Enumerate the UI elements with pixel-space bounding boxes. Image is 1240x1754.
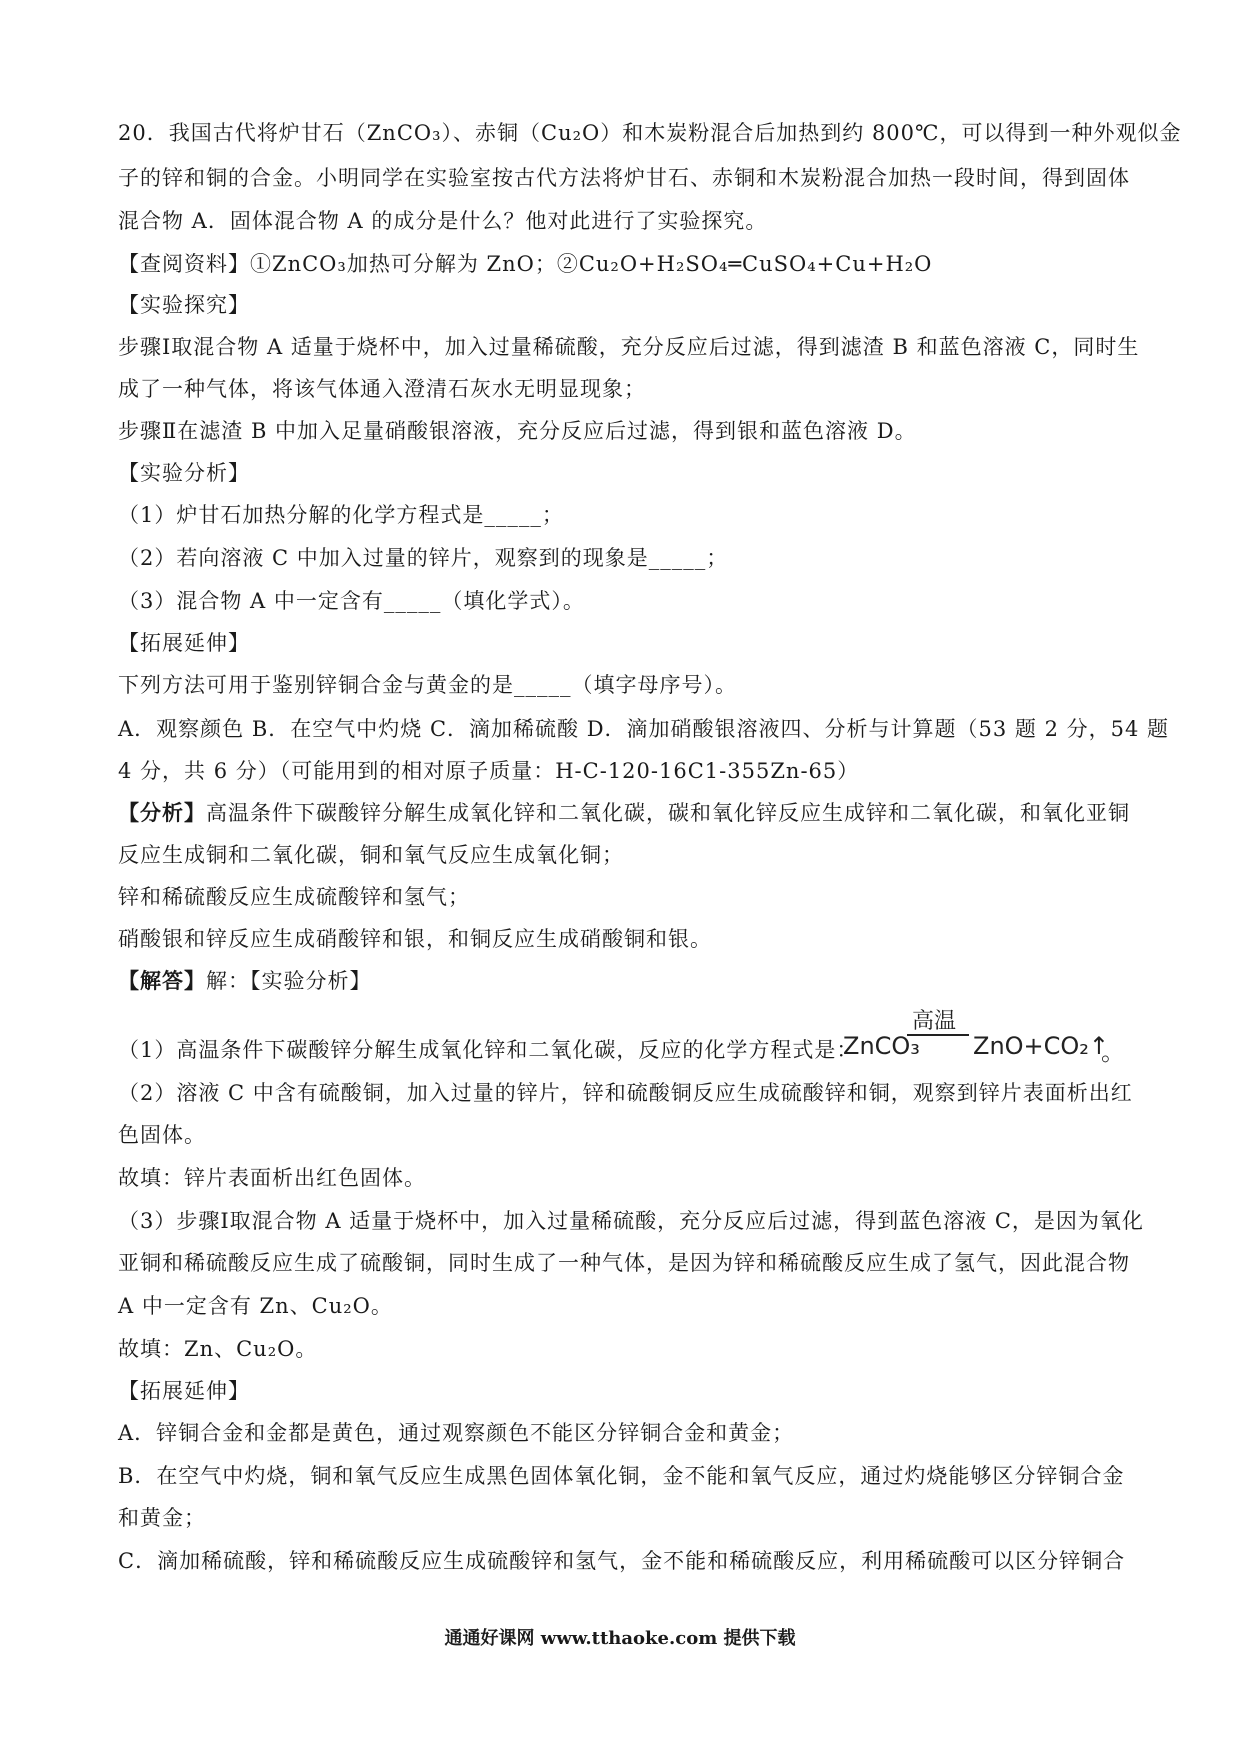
text-line-a2-1: （2）溶液 C 中含有硫酸铜，加入过量的锌片，锌和硫酸铜反应生成硫酸锌和铜，观察到锌片表面析出红	[118, 1081, 1133, 1105]
text-line-q1: （1）炉甘石加热分解的化学方程式是_____；	[118, 503, 564, 527]
text-line-ext-b-2: 和黄金；	[118, 1506, 206, 1530]
text-line-q-intro-1: 20．我国古代将炉甘石（ZnCO₃）、赤铜（Cu₂O）和木炭粉混合后加热到约 800℃，可以得到一种外观似金	[118, 121, 1182, 145]
text-line-fenxi-3: 锌和稀硫酸反应生成硫酸锌和氢气；	[118, 885, 470, 909]
equation-arrow-bar	[907, 1034, 969, 1036]
text-line-q3: （3）混合物 A 中一定含有_____（填化学式）。	[118, 589, 585, 613]
text-line-options-2: 4 分，共 6 分）（可能用到的相对原子质量：H-C-120-16C1-355Zn-65）	[118, 759, 860, 783]
text-line-a2-2: 色固体。	[118, 1123, 206, 1147]
text-line-ext-head-2: 【拓展延伸】	[118, 1379, 250, 1403]
text-line-explore-head: 【实验探究】	[118, 293, 250, 317]
text-line-a1: （1）高温条件下碳酸锌分解生成氧化锌和二氧化碳，反应的化学方程式是：	[118, 1038, 859, 1062]
equation-end: 。	[1101, 1038, 1125, 1066]
line-rest: 高温条件下碳酸锌分解生成氧化锌和二氧化碳，碳和氧化锌反应生成锌和二氧化碳，和氧化亚铜	[206, 801, 1130, 825]
bold-label: 【分析】	[118, 800, 206, 825]
bold-label: 【解答】	[118, 968, 206, 993]
text-line-fenxi-4: 硝酸银和锌反应生成硝酸锌和银，和铜反应生成硝酸铜和银。	[118, 927, 712, 951]
equation-products: ZnO+CO₂↑	[973, 1032, 1110, 1060]
text-line-analysis-head: 【实验分析】	[118, 461, 250, 485]
text-line-a3-2: 亚铜和稀硫酸反应生成了硫酸铜，同时生成了一种气体，是因为锌和稀硫酸反应生成了氢气，因此混合物	[118, 1251, 1130, 1275]
text-line-fenxi-2: 反应生成铜和二氧化碳，铜和氧气反应生成氧化铜；	[118, 843, 624, 867]
text-line-ext-b-1: B．在空气中灼烧，铜和氧气反应生成黑色固体氧化铜，金不能和氧气反应，通过灼烧能够区分锌铜合金	[118, 1464, 1125, 1488]
text-line-q-intro-2: 子的锌和铜的合金。小明同学在实验室按古代方法将炉甘石、赤铜和木炭粉混合加热一段时间，得到固体	[118, 166, 1130, 190]
text-line-options: A．观察颜色 B．在空气中灼烧 C．滴加稀硫酸 D．滴加硝酸银溶液四、分析与计算题（53 题 2 分，54 题	[118, 717, 1170, 741]
text-line-jieda	[118, 966, 1128, 996]
text-line-q-intro-3: 混合物 A．固体混合物 A 的成分是什么？他对此进行了实验探究。	[118, 209, 768, 233]
text-line-a2-3: 故填：锌片表面析出红色固体。	[118, 1166, 426, 1190]
text-line-q2: （2）若向溶液 C 中加入过量的锌片，观察到的现象是_____；	[118, 546, 729, 570]
text-line-step1-a: 步骤Ⅰ取混合物 A 适量于烧杯中，加入过量稀硫酸，充分反应后过滤，得到滤渣 B 和蓝色溶液 C，同时生	[118, 335, 1140, 359]
page-footer: 通通好课网 www.tthaoke.com 提供下载	[444, 1628, 796, 1649]
equation-reactant: ZnCO₃	[843, 1032, 920, 1060]
text-line-a3-4: 故填：Zn、Cu₂O。	[118, 1337, 318, 1361]
text-line-info: 【查阅资料】①ZnCO₃加热可分解为 ZnO；②Cu₂O+H₂SO₄═CuSO₄+Cu+H₂O	[118, 252, 933, 276]
text-line-fenxi-1	[118, 798, 1128, 828]
text-line-extend-head: 【拓展延伸】	[118, 631, 250, 655]
text-line-ext-a: A．锌铜合金和金都是黄色，通过观察颜色不能区分锌铜合金和黄金；	[118, 1421, 795, 1445]
line-rest: 解：【实验分析】	[206, 969, 372, 993]
equation-condition: 高温	[912, 1009, 957, 1034]
text-line-step1-b: 成了一种气体，将该气体通入澄清石灰水无明显现象；	[118, 377, 646, 401]
text-line-a3-3: A 中一定含有 Zn、Cu₂O。	[118, 1294, 393, 1318]
text-line-extend-q: 下列方法可用于鉴别锌铜合金与黄金的是_____（填字母序号）。	[118, 673, 737, 697]
text-line-a3-1: （3）步骤Ⅰ取混合物 A 适量于烧杯中，加入过量稀硫酸，充分反应后过滤，得到蓝色溶液 C，是因为氧化	[118, 1209, 1144, 1233]
text-line-step2: 步骤Ⅱ在滤渣 B 中加入足量硝酸银溶液，充分反应后过滤，得到银和蓝色溶液 D。	[118, 419, 917, 443]
text-line-ext-c: C．滴加稀硫酸，锌和稀硫酸反应生成硫酸锌和氢气，金不能和稀硫酸反应，利用稀硫酸可以区分锌铜合	[118, 1549, 1126, 1573]
